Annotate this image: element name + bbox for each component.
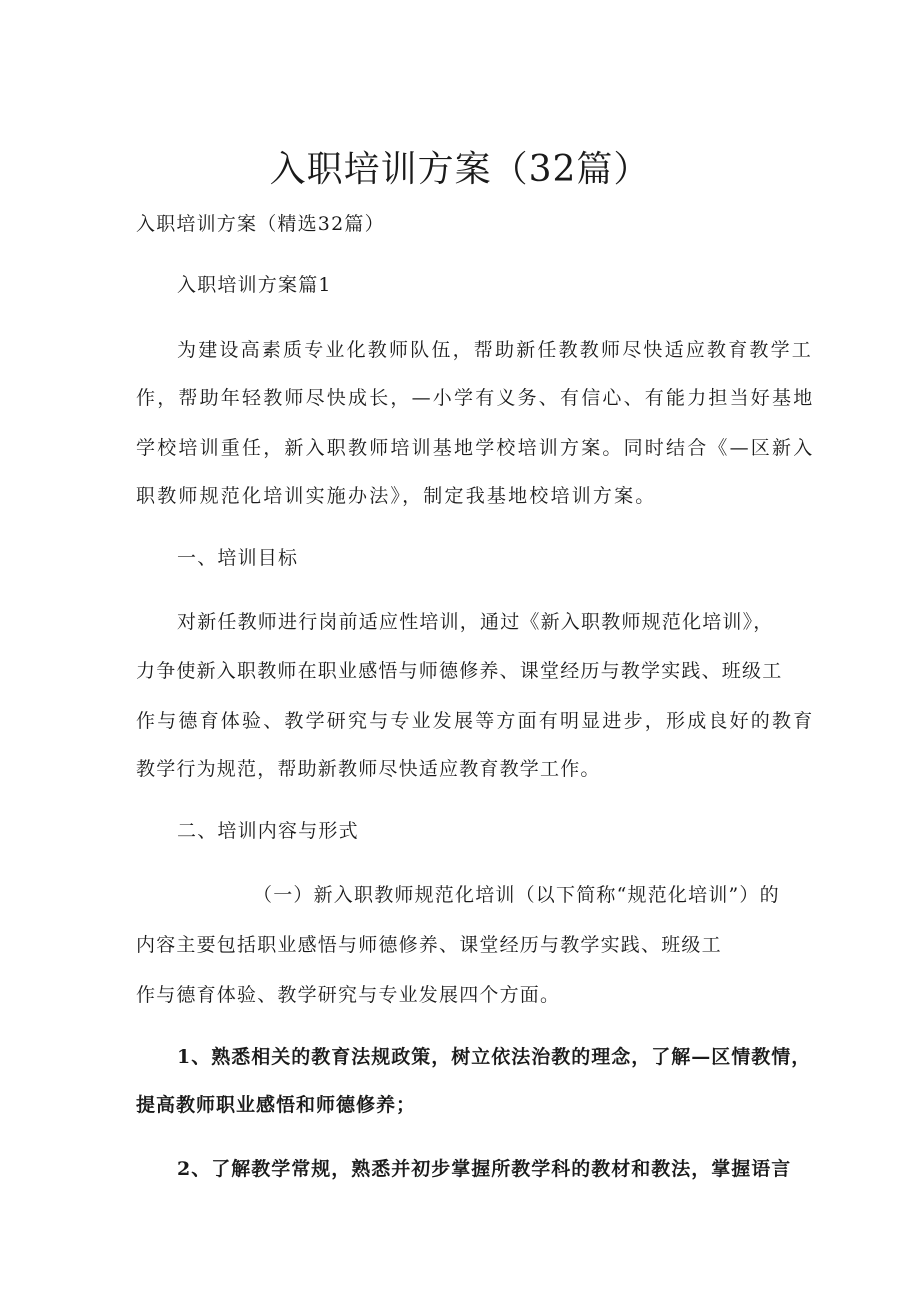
- section-heading-content: 二、培训内容与形式: [177, 820, 359, 842]
- goals-line: 对新任教师进行岗前适应性培训，通过《新入职教师规范化培训》，: [177, 611, 774, 633]
- content-line: 作与德育体验、教学研究与专业发展四个方面。: [136, 984, 561, 1006]
- intro-line: 作，帮助年轻教师尽快成长，—小学有义务、有信心、有能力担当好基地: [136, 387, 815, 409]
- content-line: （一）新入职教师规范化培训（以下简称“规范化培训”）的: [253, 884, 780, 906]
- content-line: 内容主要包括职业感悟与师德修养、课堂经历与教学实践、班级工: [136, 934, 722, 956]
- intro-line: 为建设高素质专业化教师队伍，帮助新任教教师尽快适应教育教学工: [177, 339, 814, 361]
- item-1-line: 1、熟悉相关的教育法规政策，树立依法治教的理念，了解—区情教情，: [177, 1046, 812, 1068]
- intro-line: 职教师规范化培训实施办法》，制定我基地校培训方案。: [136, 485, 657, 507]
- intro-line: 学校培训重任，新入职教师培训基地学校培训方案。同时结合《—区新入: [136, 437, 815, 459]
- goals-line: 教学行为规范，帮助新教师尽快适应教育教学工作。: [136, 758, 601, 780]
- goals-line: 作与德育体验、教学研究与专业发展等方面有明显进步，形成良好的教育: [136, 710, 815, 732]
- document-subtitle: 入职培训方案（精选32篇）: [136, 213, 385, 235]
- item-2-line: 2、了解教学常规，熟悉并初步掌握所教学科的教材和教法，掌握语言: [177, 1158, 792, 1180]
- item-1-line: 提高教师职业感悟和师德修养；: [136, 1094, 417, 1116]
- document-title: 入职培训方案（32篇）: [269, 149, 651, 190]
- goals-line: 力争使新入职教师在职业感悟与师德修养、课堂经历与教学实践、班级工: [136, 660, 783, 682]
- article-heading: 入职培训方案篇1: [177, 274, 332, 296]
- section-heading-goals: 一、培训目标: [177, 547, 299, 569]
